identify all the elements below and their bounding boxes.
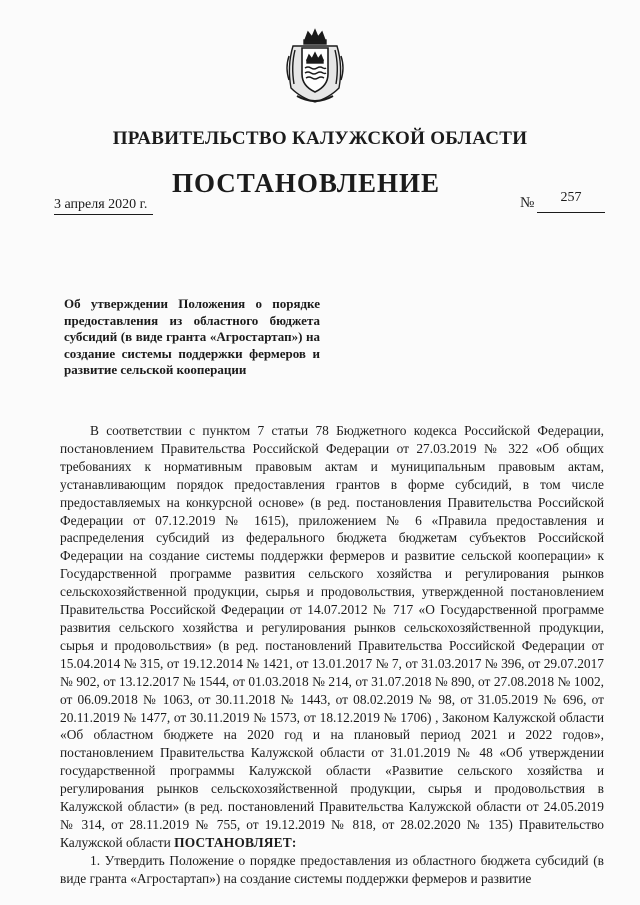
decree-word: ПОСТАНОВЛЯЕТ: <box>174 834 297 850</box>
document-body <box>60 422 604 888</box>
document-date: 3 апреля 2020 г. <box>54 197 153 215</box>
number-sign: № <box>520 195 535 211</box>
document-type: ПОСТАНОВЛЕНИЕ <box>171 168 441 198</box>
coat-of-arms-icon <box>283 26 347 106</box>
preamble-text: В соответствии с пунктом 7 статьи 78 Бюджетного кодекса Российской Федерации, постановлением Правительства Российской Федерации от 27.03.2019 № 322 «Об общих требованиях к нормативным правовым актам и муниципальным правовым актам, устанавливающим порядок предоставления грантов в форме субсидий, в том числе предоставляемых на конкурсной основе» (в ред. постановления Правительства Российской Федерации от 07.12.2019 № 1615), приложением № 6 «Правила предоставления и распределения субсидий из федерального бюджета бюджетам субъектов Российской Федерации на создание системы поддержки фермеров и развитие сельской кооперации» к Государственной программе развития сельского хозяйства и регулирования рынков сельскохозяйственной продукции, сырья и продовольствия, утвержденной постановлением Правительства Российской Федерации от 14.07.2012 № 717 «О Государственной программе развития сельского хозяйства и регулирования рынков сельскохозяйственной продукции, сырья и продовольствия» (в ред. постановлений Правительства Российской Федерации от 15.04.2014 № 315, от 19.12.2014 № 1421, от 13.01.2017 № 7, от 31.03.2017 № 396, от 29.07.2017 № 902, от 13.12.2017 № 1544, от 01.03.2018 № 214, от 31.07.2018 № 890, от 27.08.2018 № 1002, от 06.09.2018 № 1063, от 30.11.2018 № 1443, от 08.02.2019 № 98, от 31.05.2019 № 696, от 20.11.2019 № 1477, от 30.11.2019 № 1573, от 18.12.2019 № 1706) , Законом Калужской области «Об областном бюджете на 2020 год и на плановый период 2021 и 2022 годов», постановлением Правительства Калужской области от 31.01.2019 № 48 «Об утверждении государственной программы Калужской области «Развитие сельского хозяйства и регулирования рынков сельскохозяйственной продукции, сырья и продовольствия в Калужской области» (в ред. постановлений Правительства Калужской области от 24.05.2019 № 314, от 28.11.2019 № 755, от 19.12.2019 № 818, от 28.02.2020 № 135) Правительство Калужской области <box>60 423 604 850</box>
document-subject: Об утверждении Положения о порядке предоставления из областного бюджета субсидий (в виде гранта «Агростартап») на создание системы поддержки фермеров и развитие сельской кооперации <box>64 296 320 377</box>
item-1-paragraph: 1. Утвердить Положение о порядке предоставления из областного бюджета субсидий (в виде гранта «Агростартап») на создание системы поддержки фермеров и развитие <box>60 852 604 886</box>
preamble-paragraph <box>60 422 604 852</box>
document-number: 257 <box>537 190 605 213</box>
organization-title: ПРАВИТЕЛЬСТВО КАЛУЖСКОЙ ОБЛАСТИ <box>112 128 528 149</box>
